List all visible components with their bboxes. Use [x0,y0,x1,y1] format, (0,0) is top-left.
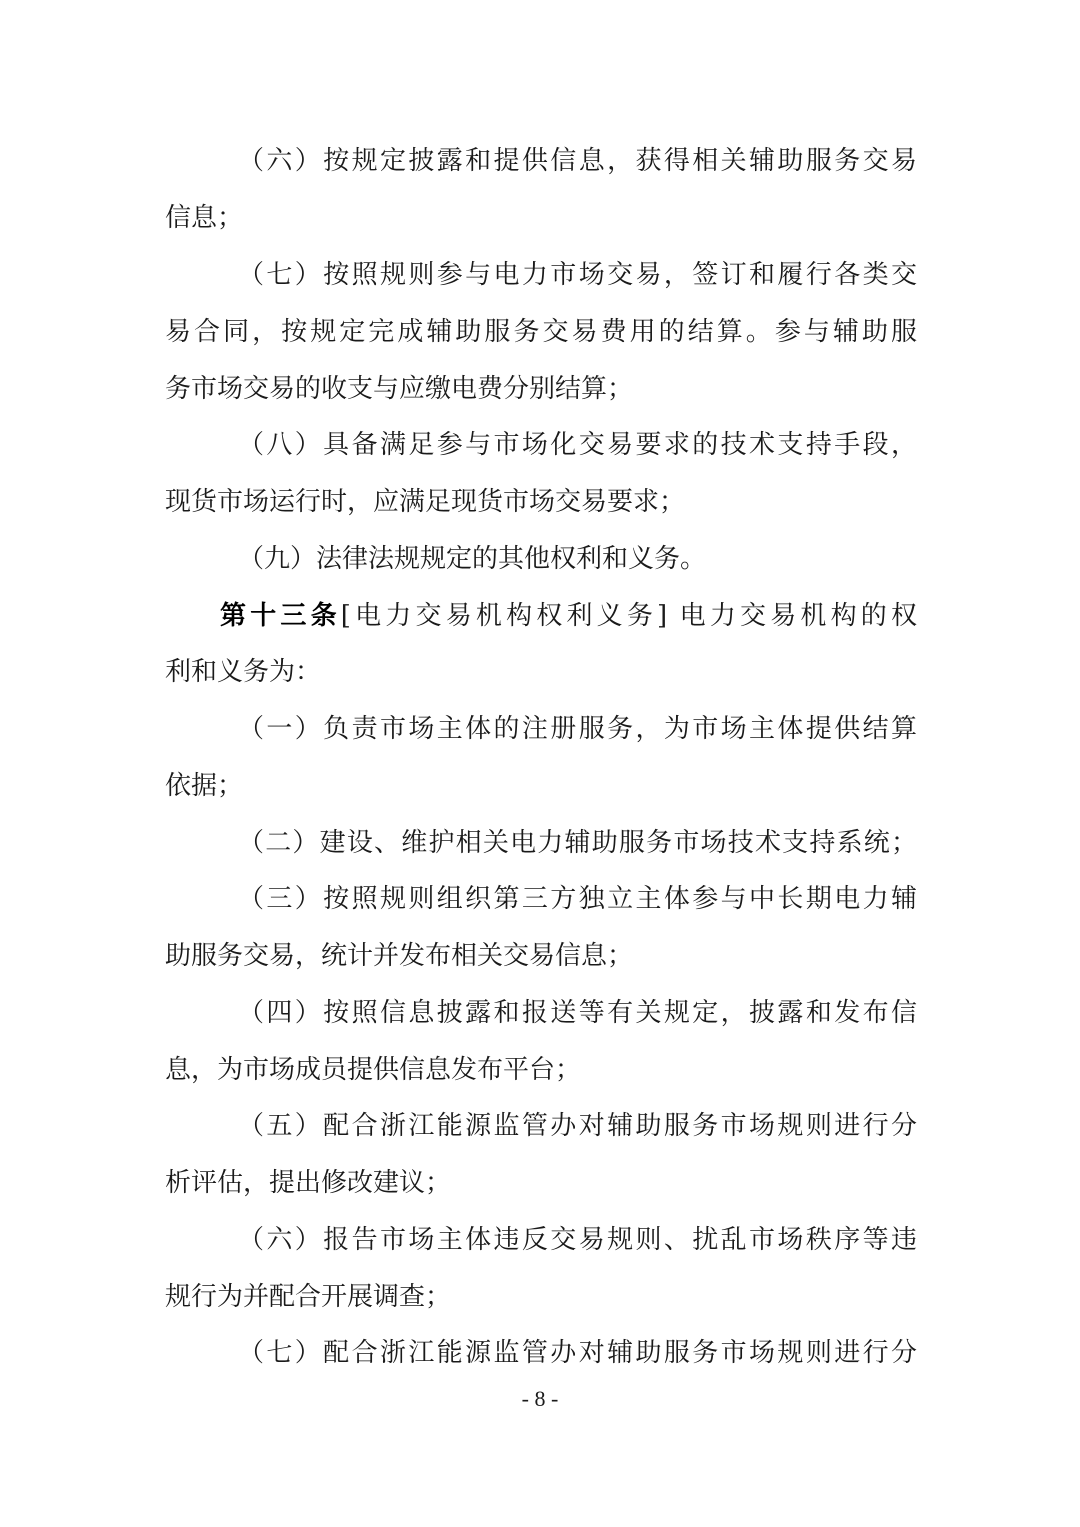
paragraph-line: （九）法律法规规定的其他权利和义务。 [238,544,707,574]
paragraph-line: （八）具备满足参与市场化交易要求的技术支持手段， [238,430,917,460]
paragraph-line: 息，为市场成员提供信息发布平台； [165,1055,582,1085]
paragraph-line: 依据； [165,771,244,801]
paragraph-line: 现货市场运行时，应满足现货市场交易要求； [165,487,686,517]
paragraph-line: （五）配合浙江能源监管办对辅助服务市场规则进行分 [238,1111,917,1141]
article-number: 第十三条 [220,601,341,631]
paragraph-line: 规行为并配合开展调查； [165,1282,452,1312]
article-bracket-title: [电力交易机构权利义务] [340,601,668,631]
paragraph-line: （七）配合浙江能源监管办对辅助服务市场规则进行分 [238,1338,917,1368]
paragraph-line: 析评估，提出修改建议； [165,1168,452,1198]
paragraph-line: 务市场交易的收支与应缴电费分别结算； [165,374,634,404]
article-text: 电力交易机构的权 [679,601,917,631]
paragraph-line: 利和义务为： [165,657,322,687]
paragraph-line: 信息； [165,203,244,233]
paragraph-line: （一）负责市场主体的注册服务，为市场主体提供结算 [238,714,917,744]
article-heading-line [220,596,917,636]
paragraph-line: （七）按照规则参与电力市场交易，签订和履行各类交 [238,260,917,290]
paragraph-line: （二）建设、维护相关电力辅助服务市场技术支持系统； [238,828,917,858]
paragraph-line: 易合同，按规定完成辅助服务交易费用的结算。参与辅助服 [165,317,917,347]
paragraph-line: （六）按规定披露和提供信息，获得相关辅助服务交易 [238,146,917,176]
paragraph-line: 助服务交易，统计并发布相关交易信息； [165,941,634,971]
page-number: - 8 - [521,1386,559,1411]
paragraph-line: （三）按照规则组织第三方独立主体参与中长期电力辅 [238,884,917,914]
paragraph-line: （四）按照信息披露和报送等有关规定，披露和发布信 [238,998,917,1028]
paragraph-line: （六）报告市场主体违反交易规则、扰乱市场秩序等违 [238,1225,917,1255]
